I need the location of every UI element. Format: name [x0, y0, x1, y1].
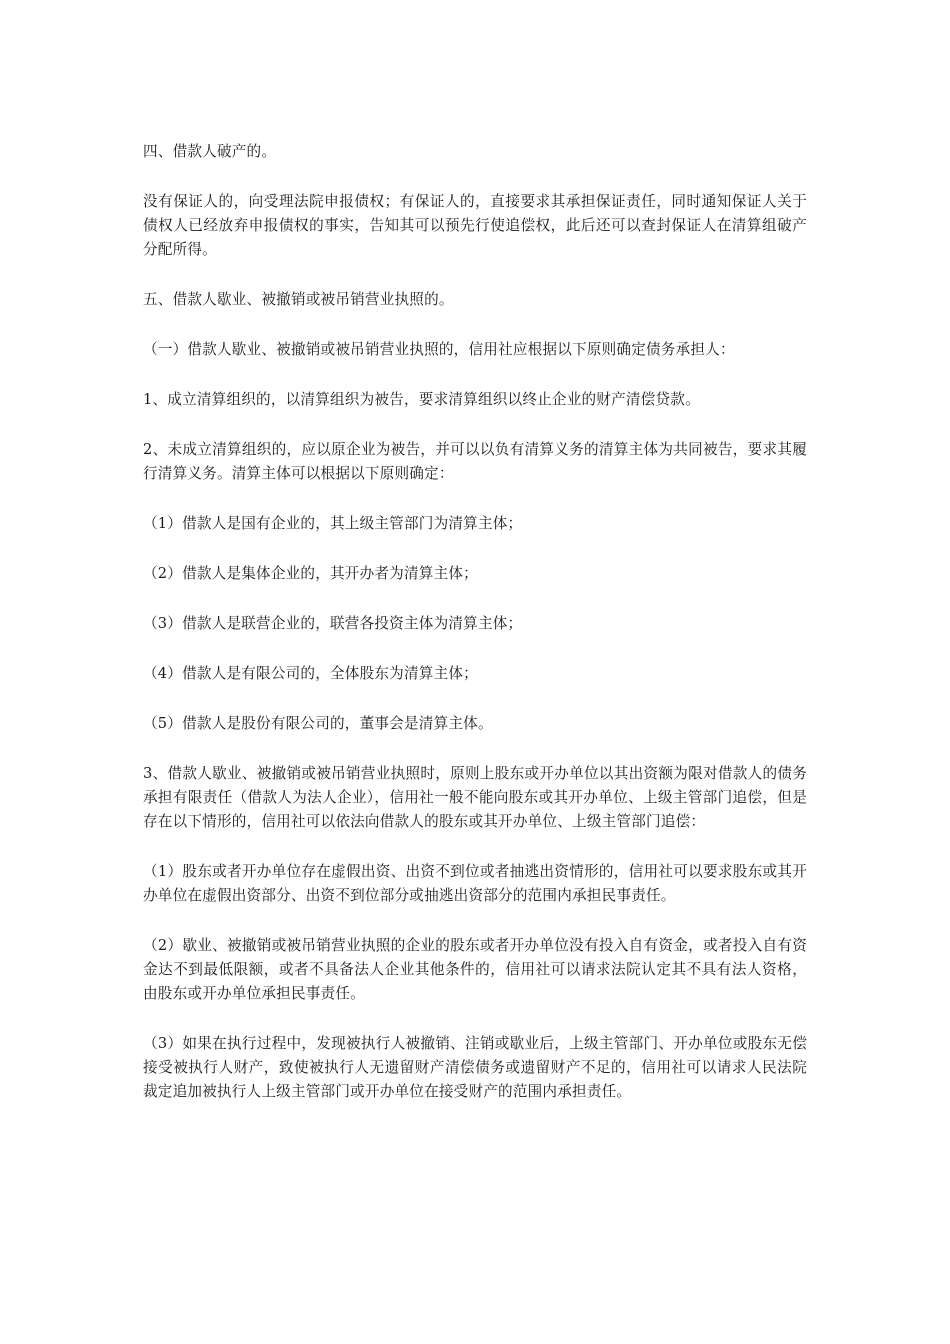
paragraph-bankruptcy-guarantor: 没有保证人的，向受理法院申报债权；有保证人的，直接要求其承担保证责任，同时通知保证人关于债权人已经放弃申报债权的事实，告知其可以预先行使追偿权，此后还可以查封保证人在清算组破产分配所得。	[143, 193, 807, 258]
paragraph-item-2: 2、未成立清算组织的，应以原企业为被告，并可以以负有清算义务的清算主体为共同被告，要求其履行清算义务。清算主体可以根据以下原则确定：	[143, 441, 807, 482]
section-heading-4: 四、借款人破产的。	[143, 143, 277, 160]
list-item-joint-venture: （3）借款人是联营企业的，联营各投资主体为清算主体；	[143, 615, 523, 632]
section-heading-5: 五、借款人歇业、被撤销或被吊销营业执照的。	[143, 291, 454, 308]
list-item-no-own-funds: （2）歇业、被撤销或被吊销营业执照的企业的股东或者开办单位没有投入自有资金，或者投入自有资金达不到最低限额，或者不具备法人企业其他条件的，信用社可以请求法院认定其不具有法人资格，由股东或开办单位承担民事责任。	[143, 937, 807, 1002]
document-body	[143, 140, 807, 1104]
list-item-joint-stock: （5）借款人是股份有限公司的，董事会是清算主体。	[143, 715, 493, 732]
list-item-state-owned: （1）借款人是国有企业的，其上级主管部门为清算主体；	[143, 515, 523, 532]
paragraph-item-3: 3、借款人歇业、被撤销或被吊销营业执照时，原则上股东或开办单位以其出资额为限对借款人的债务承担有限责任（借款人为法人企业），信用社一般不能向股东或其开办单位、上级主管部门追偿，但是存在以下情形的，信用社可以依法向借款人的股东或其开办单位、上级主管部门追偿：	[143, 765, 807, 830]
subsection-heading-1: （一）借款人歇业、被撤销或被吊销营业执照的，信用社应根据以下原则确定债务承担人：	[143, 341, 735, 358]
list-item-false-capital: （1）股东或者开办单位存在虚假出资、出资不到位或者抽逃出资情形的，信用社可以要求股东或其开办单位在虚假出资部分、出资不到位部分或抽逃出资部分的范围内承担民事责任。	[143, 863, 807, 904]
list-item-collective: （2）借款人是集体企业的，其开办者为清算主体；	[143, 565, 478, 582]
paragraph-item-1: 1、成立清算组织的，以清算组织为被告，要求清算组织以终止企业的财产清偿贷款。	[143, 391, 700, 408]
list-item-limited-company: （4）借款人是有限公司的，全体股东为清算主体；	[143, 665, 478, 682]
list-item-enforcement: （3）如果在执行过程中，发现被执行人被撤销、注销或歇业后，上级主管部门、开办单位或股东无偿接受被执行人财产，致使被执行人无遗留财产清偿债务或遗留财产不足的，信用社可以请求人民法院裁定追加被执行人上级主管部门或开办单位在接受财产的范围内承担责任。	[143, 1035, 807, 1100]
